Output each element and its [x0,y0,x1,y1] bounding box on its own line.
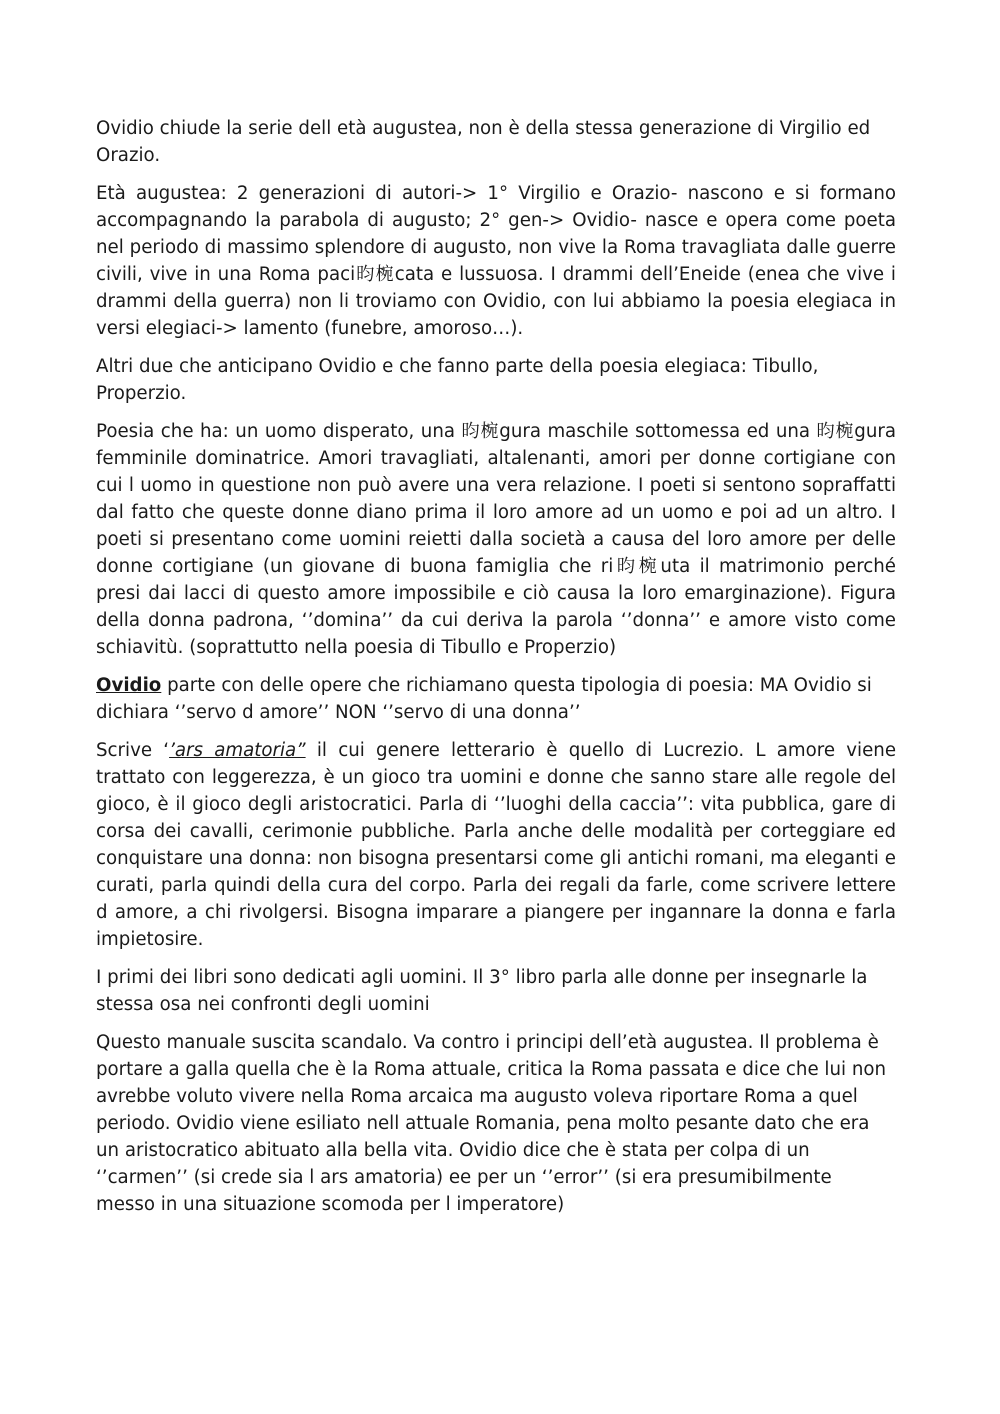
ars-amatoria-title: ’ars amatoria” [169,740,306,761]
paragraph-text: il cui genere letterario è quello di Lucrezio. L amore viene trattato con leggerezza, è un gioco tra uomini e donne che sanno stare alle regole del gioco, è il gioco degli aristocratici. Parla di ‘’luoghi della caccia’’: vita pubblica, gare di corsa dei cavalli, cerimonie pubbliche. Parla anche delle modalità per corteggiare ed conquistare una donna: non bisogna presentarsi come gli antichi romani, ma eleganti e curati, parla quindi della cura del corpo. Parla dei regali da farle, come scrivere lettere d amore, a chi rivolgersi. Bisogna imparare a piangere per ingannare la donna e farla impietosire. [96,740,897,950]
paragraph-intro [96,115,896,169]
paragraph-scandalo [96,1029,896,1218]
paragraph-text: Età augustea: 2 generazioni di autori-> 1° Virgilio e Orazio- nascono e si formano accompagnando la parabola di augusto; 2° gen-> Ovidio- nasce e opera come poeta nel periodo di massimo splendore di augusto, non vive la Roma travagliata dalle guerre civili, vive in una Roma paci昀椀cata e lussuosa. I drammi dell’Eneide (enea che vive i drammi della guerra) non li troviamo con Ovidio, con lui abbiamo la poesia elegiaca in versi elegiaci-> lamento (funebre, amoroso…). [96,183,896,339]
paragraph-text: Poesia che ha: un uomo disperato, una 昀椀gura maschile sottomessa ed una 昀椀gura femminile dominatrice. Amori travagliati, altalenanti, amori per donne cortigiane con cui l uomo in questione non può avere una vera relazione. I poeti si sentono sopraffatti dal fatto che queste donne diano prima il loro amore ad un uomo e poi ad un altro. I poeti si presentano come uomini reietti dalla società a causa del loro amore per delle donne cortigiane (un giovane di buona famiglia che ri昀椀uta il matrimonio perché presi dai lacci di questo amore impossibile e ciò causa la loro emarginazione). Figura della donna padrona, ‘’domina’’ da cui deriva la parola ‘’donna’’ e amore visto come schiavitù. (soprattutto nella poesia di Tibullo e Properzio) [96,421,896,658]
paragraph-text: I primi dei libri sono dedicati agli uomini. Il 3° libro parla alle donne per insegnarle la stessa osa nei confronti degli uomini [96,967,868,1015]
paragraph-poesia [96,418,896,661]
paragraph-primi-libri [96,964,896,1018]
paragraph-eta-augustea [96,180,896,342]
document-page [96,115,896,1229]
paragraph-ars-amatoria [96,737,896,953]
paragraph-text: Ovidio chiude la serie dell età augustea, non è della stessa generazione di Virgilio ed Orazio. [96,118,871,166]
ovidio-heading: Ovidio [96,675,162,696]
paragraph-text: parte con delle opere che richiamano questa tipologia di poesia: MA Ovidio si dichiara ‘’servo d amore’’ NON ‘’servo di una donna’’ [96,675,872,723]
paragraph-text-before: Scrive ‘ [96,740,170,761]
paragraph-altri-due [96,353,896,407]
paragraph-text: Questo manuale suscita scandalo. Va contro i principi dell’età augustea. Il problema è portare a galla quella che è la Roma attuale, critica la Roma passata e dice che lui non avrebbe voluto vivere nella Roma arcaica ma augusto voleva riportare Roma a quel periodo. Ovidio viene esiliato nell attuale Romania, pena molto pesante dato che era un aristocratico abituato alla bella vita. Ovidio dice che è stata per colpa di un ‘’carmen’’ (si crede sia l ars amatoria) ee per un ‘’error’’ (si era presumibilmente messo in una situazione scomoda per l imperatore) [96,1032,887,1215]
paragraph-text: Altri due che anticipano Ovidio e che fanno parte della poesia elegiaca: Tibullo, Properzio. [96,356,819,404]
paragraph-ovidio [96,672,896,726]
